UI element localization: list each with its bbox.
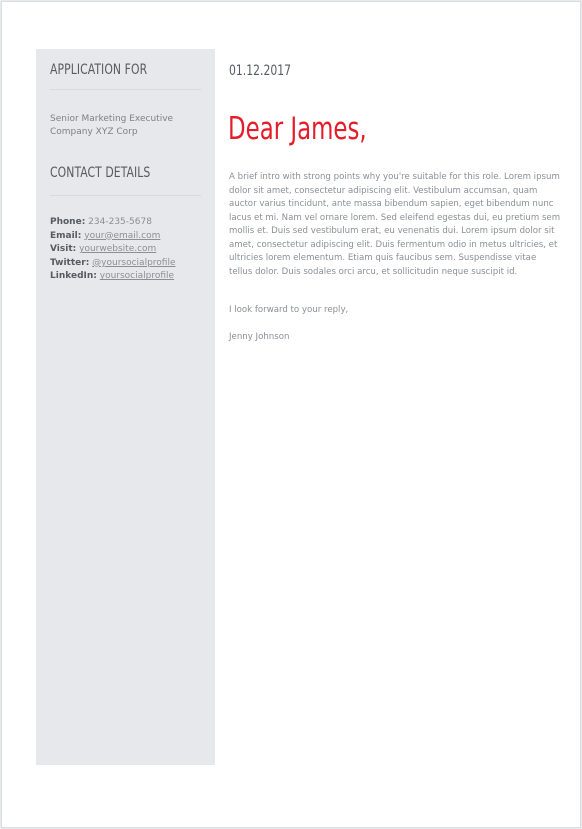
divider	[50, 89, 201, 90]
signature: Jenny Johnson	[229, 332, 290, 342]
contact-website	[50, 243, 176, 257]
twitter-link[interactable]: @yoursocialprofile	[92, 257, 176, 268]
contact-phone	[50, 216, 176, 230]
letter-body: A brief intro with strong points why you're suitable for this role. Lorem ipsum dolor sit amet, consectetur adipiscing elit. Vestibulum accumsan, quam auctor varius tincidunt, ante massa bibendum sapien, eget bibendum nunc lacus et mi. Nam vel ornare lorem. Sed eleifend egestas dui, eu pretium sem mollis et. Duis sed vestibulum erat, eu venenatis dui. Lorem ipsum dolor sit amet, consectetur adipiscing elit. Duis fermentum odio in metus ultricies, et ultricies lorem elementum. Etiam quis faucibus sem. Suspendisse vitae tellus dolor. Duis sodales orci arcu, et sollicitudin neque suscipit id.	[229, 172, 561, 277]
contact-label: Twitter:	[50, 257, 90, 268]
contact-label: Visit:	[50, 244, 77, 255]
contact-email	[50, 230, 176, 244]
contact-label: Email:	[50, 230, 82, 241]
website-link[interactable]: yourwebsite.com	[79, 244, 157, 255]
position-title: Senior Marketing Executive	[50, 114, 174, 124]
letter-date: 01.12.2017	[229, 63, 292, 79]
contact-heading: CONTACT DETAILS	[50, 165, 151, 181]
company-name: Company XYZ Corp	[50, 127, 138, 137]
contact-label: Phone:	[50, 217, 86, 227]
contact-linkedin	[50, 270, 176, 284]
linkedin-link[interactable]: yoursocialprofile	[99, 271, 175, 282]
closing-line: I look forward to your reply,	[229, 305, 349, 315]
phone-value: 234-235-5678	[88, 217, 152, 227]
sidebar	[36, 49, 215, 765]
greeting: Dear James,	[228, 111, 367, 147]
contact-list	[50, 216, 176, 284]
divider	[50, 195, 201, 196]
email-link[interactable]: your@email.com	[84, 230, 161, 241]
contact-twitter	[50, 257, 176, 271]
application-heading: APPLICATION FOR	[50, 62, 148, 78]
letter-page	[1, 1, 581, 828]
contact-label: LinkedIn:	[50, 271, 97, 282]
